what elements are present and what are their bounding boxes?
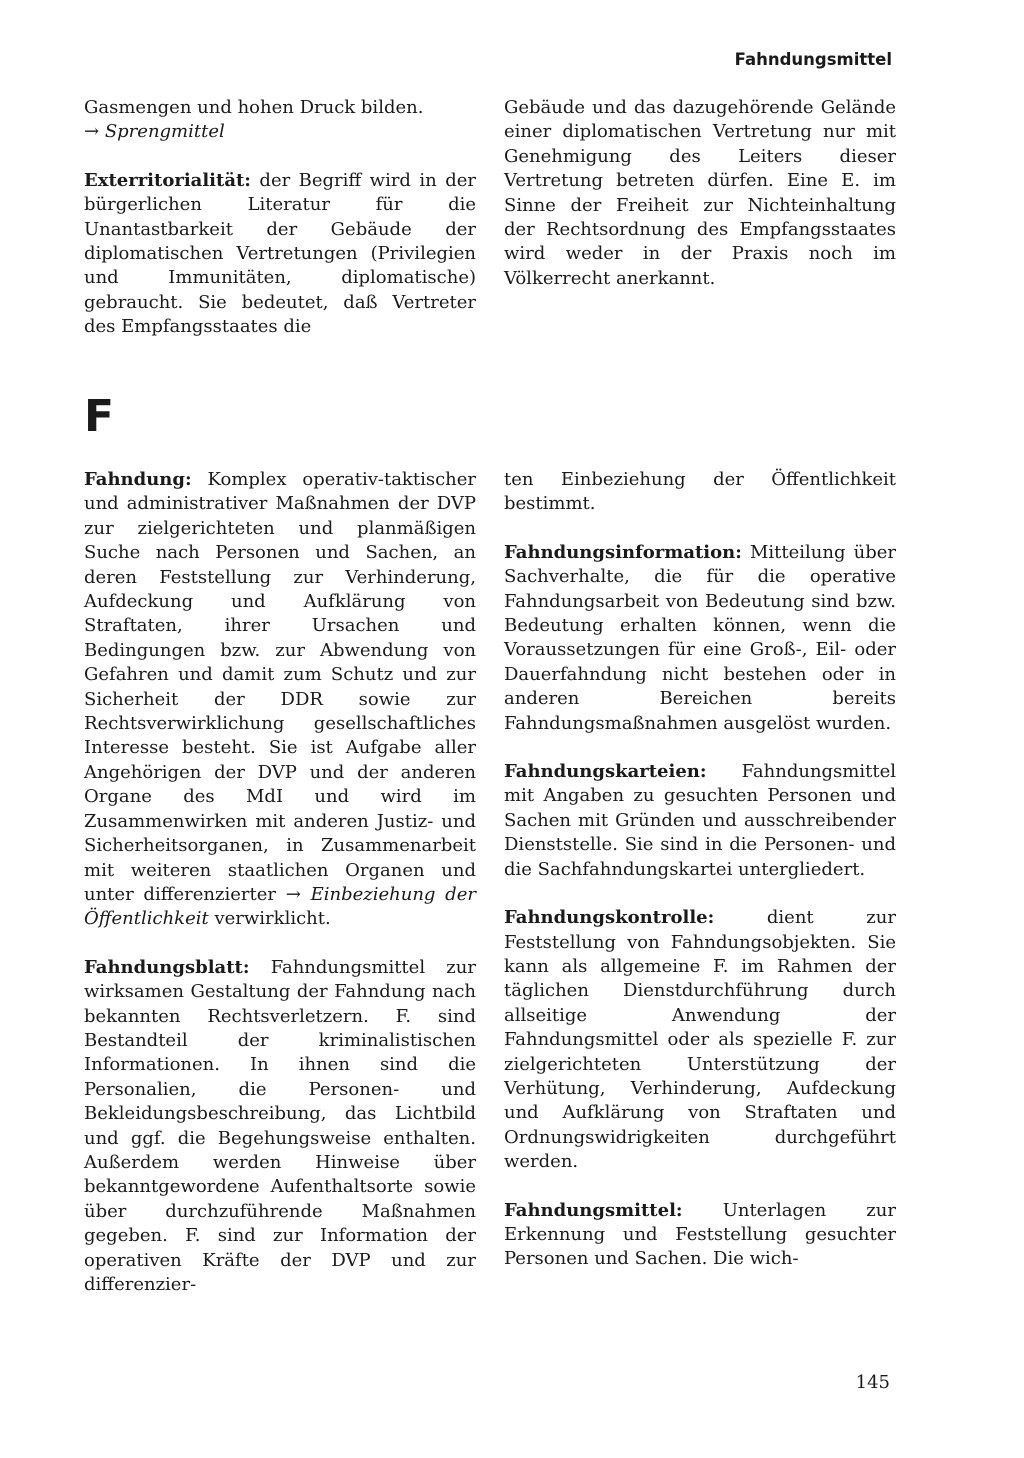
entry-text: dient zur Feststellung von Fahndungsobjekten. Sie kann als allgemeine F. im Rahmen der täglichen Dienstdurchführung durch allseitige Anwendung der Fahndungsmittel oder als spezielle F. zur zielgerichteten Unterstützung der Verhütung, Verhinderung, Aufdeckung und Aufklärung von Straftaten und Ordnungswidrigkeiten durchgeführt werden. [504, 907, 896, 1173]
entry-term: Fahndungskontrolle: [504, 907, 715, 929]
entry-text-tail: verwirklicht. [214, 908, 331, 930]
section-letter: F [84, 391, 115, 442]
top-right-column [504, 96, 896, 315]
continuation-text: ten Einbeziehung der Öffentlichkeit bestimmt. [504, 469, 896, 515]
xref-arrow: → [285, 883, 301, 905]
continuation-text: Gebäude und das dazugehörende Gelände einer diplomatischen Vertretung nur mit Genehmigung des Leiters dieser Vertretung betreten dürfen. Eine E. im Sinne der Freiheit zur Nichteinhaltung der Rechtsordnung des Empfangsstaates wird weder in der Praxis noch im Völkerrecht anerkannt. [504, 97, 896, 289]
xref-arrow: → [84, 121, 100, 143]
entry-fahndungsmittel [504, 1199, 896, 1272]
entry-fahndungsinformation [504, 541, 896, 736]
entry-term: Fahndungskarteien: [504, 761, 707, 783]
page-number: 145 [855, 1372, 890, 1393]
entry-text: Unterlagen zur Erkennung und Feststellung gesuchter Personen und Sachen. Die wich- [504, 1199, 896, 1270]
continuation-paragraph [504, 96, 896, 291]
entry-fahndungskarteien [504, 760, 896, 882]
entry-term: Exterritorialität: [84, 169, 251, 191]
bottom-right-column [504, 468, 896, 1296]
continuation-paragraph [84, 96, 476, 145]
running-head: Fahndungsmittel [734, 50, 892, 69]
entry-text: Komplex operativ-taktischer und administrativer Maßnahmen der DVP zur zielgerichteten und planmäßigen Suche nach Personen und Sachen, an deren Feststellung zur Verhinderung, Aufdeckung und Aufklärung von Straftaten, ihrer Ursachen und Bedingungen bzw. zur Abwendung von Gefahren und damit zum Schutz und zur Sicherheit der DDR sowie zur Rechtsverwirklichung gesellschaftliches Interesse besteht. Sie ist Aufgabe aller Angehörigen der DVP und der anderen Organe des MdI und wird im Zusammenwirken mit anderen Justiz- und Sicherheitsorganen, in Zusammenarbeit mit weiteren staatlichen Organen und unter differenzierter [84, 469, 476, 905]
entry-fahndungsblatt [84, 956, 476, 1298]
entry-term: Fahndungsinformation: [504, 541, 742, 563]
entry-text: Mitteilung über Sachverhalte, die für die operative Fahndungsarbeit von Bedeutung sind bzw. Bedeutung erhalten können, wenn die Voraussetzungen für eine Groß-, Eil- oder Dauerfahndung nicht bestehen oder in anderen Bereichen bereits Fahndungsmaßnahmen ausgelöst wurden. [504, 541, 896, 734]
continuation-paragraph [504, 468, 896, 517]
bottom-left-column [84, 468, 476, 1321]
entry-exterritorialitaet [84, 169, 476, 340]
xref-sprengmittel: Sprengmittel [104, 121, 225, 143]
entry-text: Fahndungsmittel mit Angaben zu gesuchten Personen und Sachen mit Gründen und ausschreibender Dienststelle. Sie sind in die Personen- und die Sachfahndungskartei untergliedert. [504, 761, 896, 880]
entry-text: Fahndungsmittel zur wirksamen Gestaltung der Fahndung nach bekannten Rechtsverletzern. F. sind Bestandteil der kriminalistischen Informationen. In ihnen sind die Personalien, die Personen- und Bekleidungsbeschreibung, das Lichtbild und ggf. die Begehungsweise enthalten. Außerdem werden Hinweise über bekanntgewordene Aufenthaltsorte sowie über durchzuführende Maßnahmen gegeben. F. sind zur Information der operativen Kräfte der DVP und zur differenzier- [84, 956, 476, 1295]
entry-fahndung [84, 468, 476, 932]
entry-term: Fahndung: [84, 469, 192, 490]
xref-einbeziehung: Einbeziehung der Öffentlichkeit [84, 883, 476, 930]
entry-text: der Begriff wird in der bürgerlichen Literatur für die Unantastbarkeit der Gebäude der diplomatischen Vertretungen (Privilegien und Immunitäten, diplomatische) gebraucht. Sie bedeutet, daß Vertreter des Empfangsstaates die [84, 169, 476, 338]
top-left-column [84, 96, 476, 364]
entry-fahndungskontrolle [504, 906, 896, 1174]
entry-term: Fahndungsblatt: [84, 956, 250, 978]
entry-term: Fahndungsmittel: [504, 1199, 683, 1221]
continuation-text: Gasmengen und hohen Druck bilden. [84, 97, 424, 118]
